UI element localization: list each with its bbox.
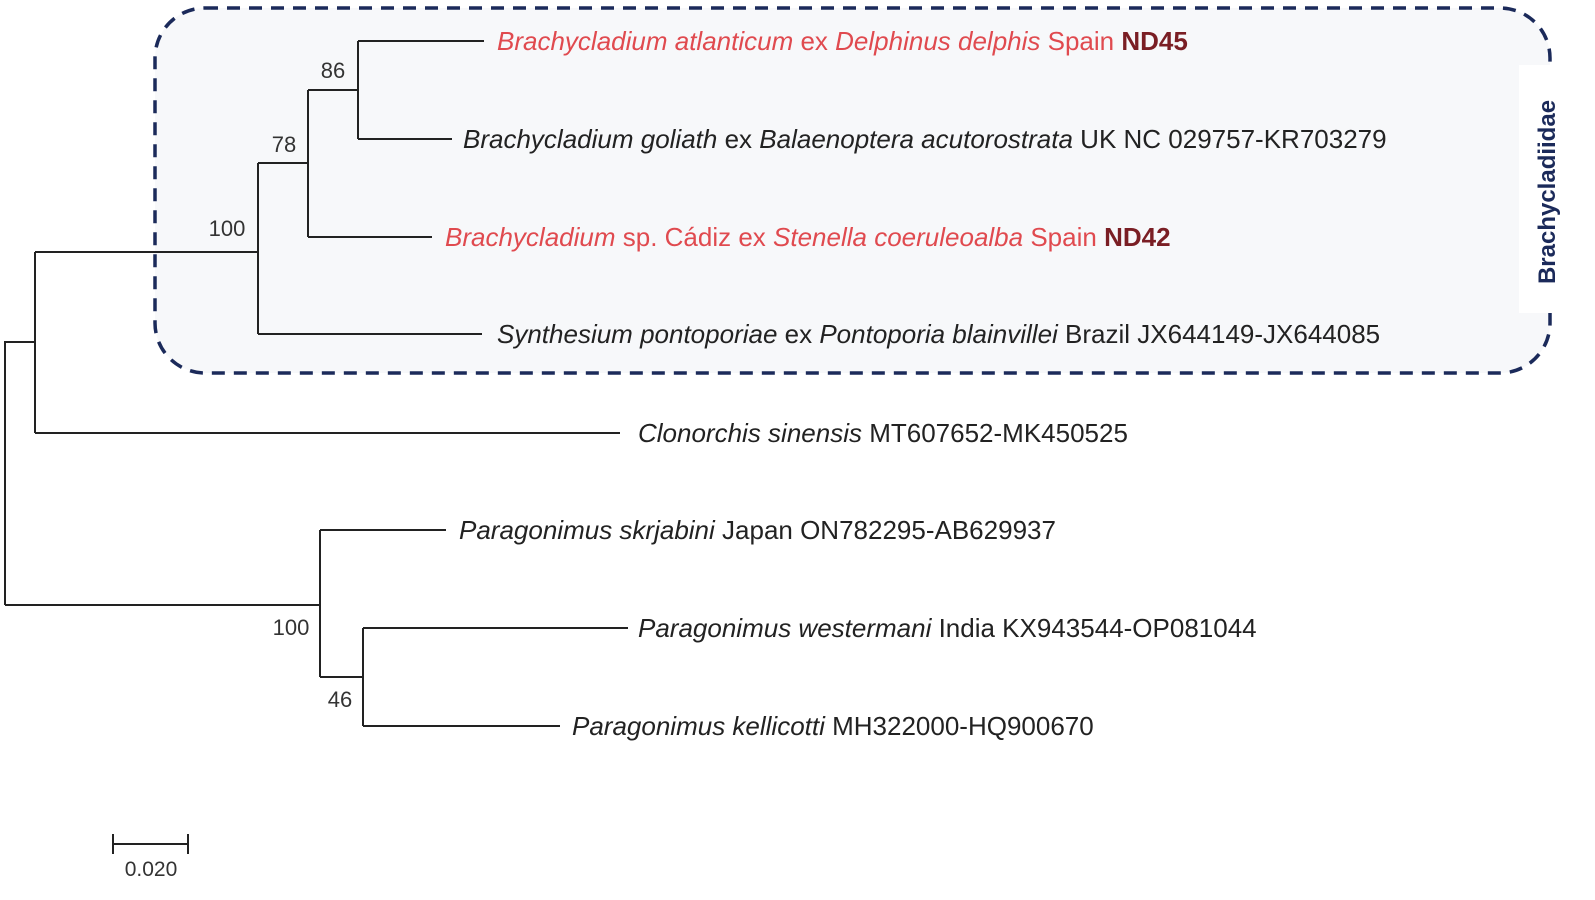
taxon-label-part: UK NC 029757-KR703279 [1072, 124, 1387, 154]
taxon-label-part: Paragonimus kellicotti [572, 711, 825, 741]
taxon-label-part: ex [777, 319, 820, 349]
taxon-label-part: Clonorchis sinensis [638, 418, 862, 448]
taxon-label-part: MT607652-MK450525 [861, 418, 1128, 448]
taxon-label-part: India KX943544-OP081044 [931, 613, 1257, 643]
taxon-label-paragonimus-westermani [638, 613, 1257, 643]
taxon-label-part: Synthesium pontoporiae [497, 319, 778, 349]
taxon-label-part: ND45 [1121, 26, 1188, 56]
taxon-label-brachycladium-sp-cadiz [445, 222, 1171, 252]
taxon-labels [445, 26, 1387, 741]
scale-bar-label: 0.020 [124, 858, 178, 881]
taxon-label-part: MH322000-HQ900670 [824, 711, 1094, 741]
clade-label: Brachycladiidae [1534, 99, 1561, 285]
taxon-label-brachycladium-goliath [463, 124, 1387, 154]
taxon-label-part: Japan ON782295-AB629937 [714, 515, 1056, 545]
taxon-label-part: Brazil JX644149-JX644085 [1057, 319, 1381, 349]
taxon-label-brachycladium-atlanticum [497, 26, 1188, 56]
taxon-label-part: sp. Cádiz ex [615, 222, 774, 252]
support-value-78: 78 [271, 132, 297, 157]
scale-bar [113, 834, 188, 881]
taxon-label-part: ex [717, 124, 760, 154]
support-value-86: 86 [320, 58, 346, 83]
taxon-label-part: Brachycladium atlanticum [497, 26, 794, 56]
taxon-label-paragonimus-skrjabini [459, 515, 1056, 545]
taxon-label-part: ND42 [1104, 222, 1171, 252]
taxon-label-part: Paragonimus skrjabini [459, 515, 715, 545]
taxon-label-part: ex [793, 26, 836, 56]
taxon-label-part: Spain [1040, 26, 1122, 56]
support-value-46: 46 [327, 687, 353, 712]
taxon-label-synthesium-pontoporiae [497, 319, 1380, 349]
taxon-label-part: Spain [1023, 222, 1105, 252]
taxon-label-part: Pontoporia blainvillei [819, 319, 1058, 349]
taxon-label-paragonimus-kellicotti [572, 711, 1094, 741]
taxon-label-clonorchis-sinensis [638, 418, 1128, 448]
scale-bar-line [113, 834, 188, 854]
taxon-label-part: Brachycladium [445, 222, 616, 252]
taxon-label-part: Brachycladium goliath [463, 124, 718, 154]
taxon-label-part: Paragonimus westermani [638, 613, 932, 643]
taxon-label-part: Stenella coeruleoalba [773, 222, 1024, 252]
support-value-100-paragonimus: 100 [272, 615, 310, 640]
taxon-label-part: Balaenoptera acutorostrata [759, 124, 1073, 154]
taxon-label-part: Delphinus delphis [835, 26, 1041, 56]
branch-root-stem [5, 342, 35, 605]
support-value-100-brachycladiidae: 100 [208, 216, 246, 241]
